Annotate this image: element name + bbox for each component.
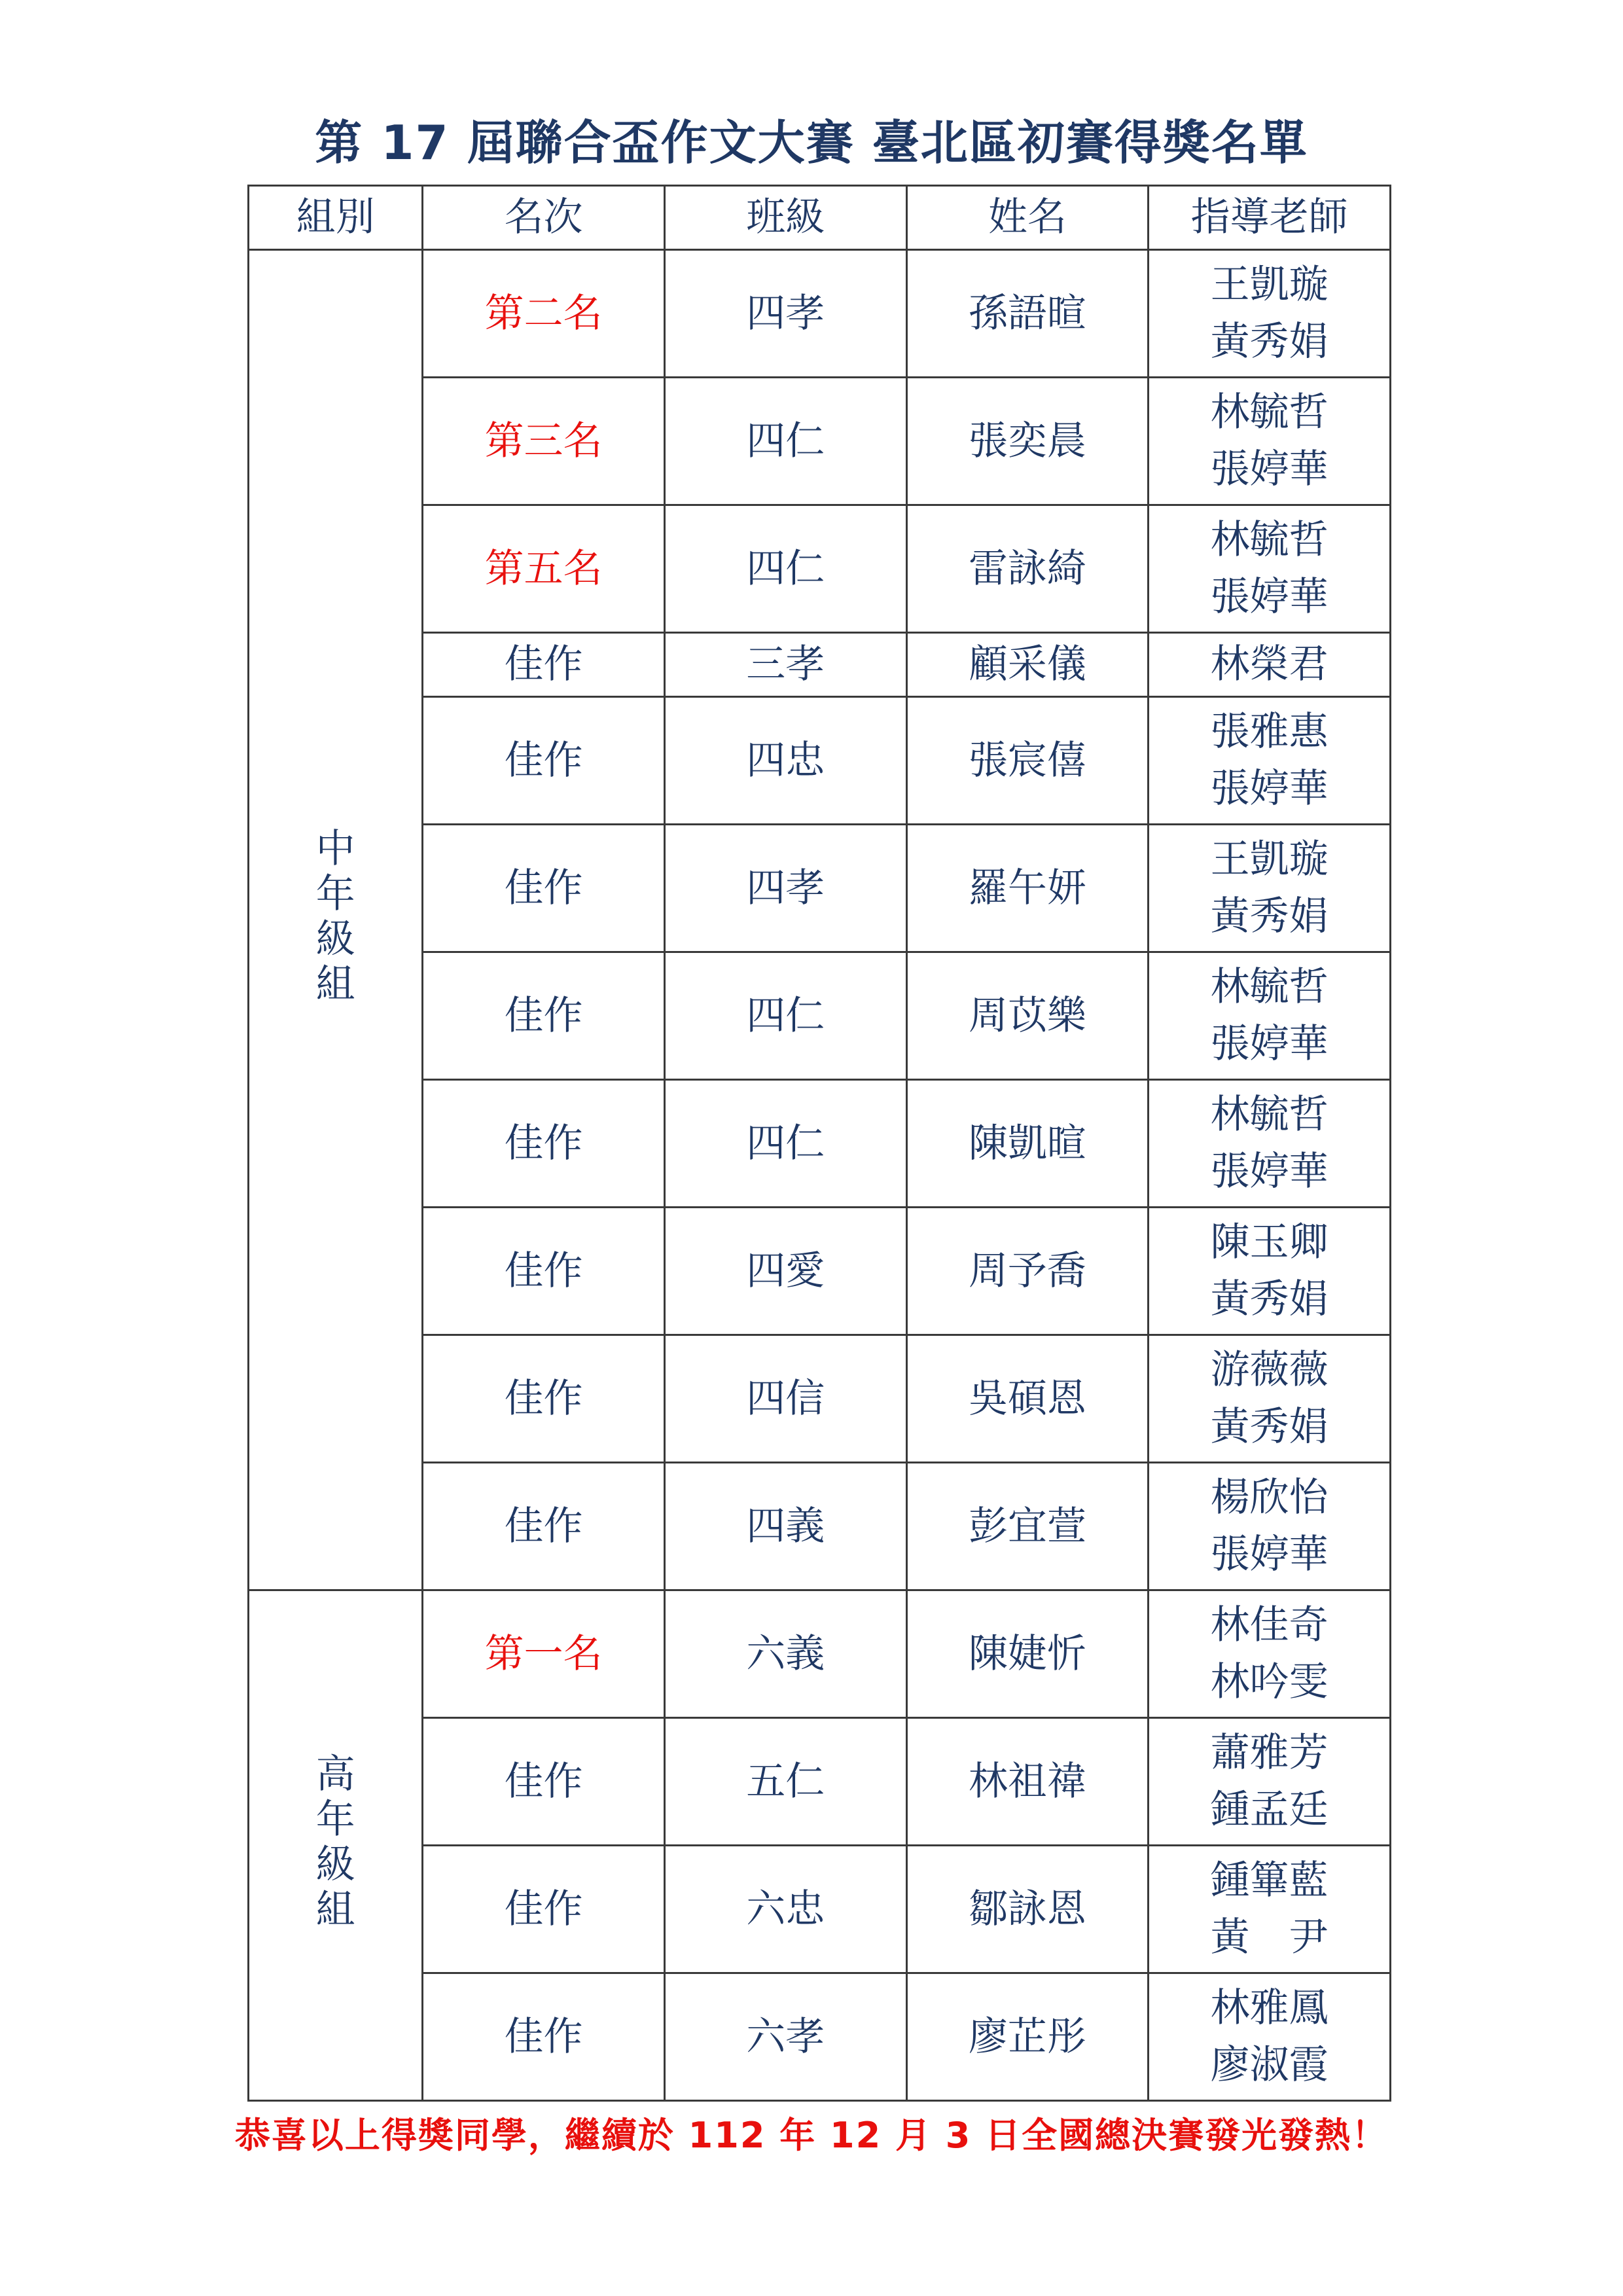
teacher-name: 林佳奇	[1210, 1602, 1329, 1648]
rank-cell: 佳作	[423, 1335, 665, 1463]
class-cell: 六孝	[664, 1973, 906, 2101]
table-row	[249, 1590, 1391, 1718]
header-rank: 名次	[423, 186, 665, 250]
teacher-name: 鍾孟廷	[1210, 1787, 1329, 1833]
student-name-cell: 彭宜萱	[906, 1463, 1149, 1590]
rank-cell: 佳作	[423, 1718, 665, 1846]
teacher-cell	[1149, 1463, 1391, 1590]
class-cell: 五仁	[664, 1718, 906, 1846]
rank-cell: 佳作	[423, 697, 665, 825]
teacher-name: 林毓哲	[1210, 1092, 1329, 1138]
student-name-cell: 羅午妍	[906, 825, 1149, 952]
page-title: 第 17 屆聯合盃作文大賽 臺北區初賽得獎名單	[315, 115, 1308, 170]
teacher-cell	[1149, 378, 1391, 505]
rank-cell: 佳作	[423, 1846, 665, 1973]
class-cell: 四孝	[664, 825, 906, 952]
student-name-cell: 鄒詠恩	[906, 1846, 1149, 1973]
teacher-name: 林榮君	[1210, 641, 1329, 687]
class-cell: 四孝	[664, 250, 906, 378]
class-cell: 四愛	[664, 1208, 906, 1335]
header-group: 組別	[249, 186, 423, 250]
teacher-cell	[1149, 250, 1391, 378]
teacher-cell	[1149, 1335, 1391, 1463]
group-cell	[249, 250, 423, 1590]
rank-cell: 佳作	[423, 1080, 665, 1208]
student-name-cell: 張奕晨	[906, 378, 1149, 505]
student-name-cell: 廖芷彤	[906, 1973, 1149, 2101]
teacher-name: 廖淑霞	[1210, 2042, 1329, 2088]
student-name-cell: 雷詠綺	[906, 505, 1149, 633]
class-cell: 四仁	[664, 378, 906, 505]
table-row	[249, 250, 1391, 378]
teacher-name: 林毓哲	[1210, 964, 1329, 1010]
teacher-name: 楊欣怡	[1210, 1475, 1329, 1520]
teacher-name: 蕭雅芳	[1210, 1730, 1329, 1776]
student-name-cell: 周予喬	[906, 1208, 1149, 1335]
teacher-cell	[1149, 1080, 1391, 1208]
teacher-name: 黃秀娟	[1210, 1404, 1329, 1450]
teacher-name: 王凱璇	[1210, 262, 1329, 308]
teacher-name: 王凱璇	[1210, 836, 1329, 882]
student-name-cell: 顧采儀	[906, 633, 1149, 697]
teacher-name: 陳玉卿	[1210, 1219, 1329, 1265]
teacher-name: 黃秀娟	[1210, 319, 1329, 365]
teacher-name: 張婷華	[1210, 1149, 1329, 1194]
teacher-cell	[1149, 825, 1391, 952]
teacher-name: 張婷華	[1210, 1532, 1329, 1577]
teacher-cell	[1149, 505, 1391, 633]
group-cell	[249, 1590, 423, 2101]
header-class: 班級	[664, 186, 906, 250]
teacher-name: 游薇薇	[1210, 1347, 1329, 1393]
teacher-name: 鍾篳藍	[1210, 1857, 1329, 1903]
student-name-cell: 孫語暄	[906, 250, 1149, 378]
student-name-cell: 張宸僖	[906, 697, 1149, 825]
class-cell: 四仁	[664, 952, 906, 1080]
class-cell: 四信	[664, 1335, 906, 1463]
teacher-cell	[1149, 952, 1391, 1080]
teacher-name: 黃秀娟	[1210, 893, 1329, 939]
teacher-cell	[1149, 1718, 1391, 1846]
teacher-name: 林吟雯	[1210, 1659, 1329, 1705]
teacher-name: 張雅惠	[1210, 709, 1329, 755]
teacher-name: 張婷華	[1210, 446, 1329, 492]
awards-table	[247, 185, 1391, 2102]
teacher-name: 黃秀娟	[1210, 1276, 1329, 1322]
student-name-cell: 陳凱暄	[906, 1080, 1149, 1208]
teacher-name: 林毓哲	[1210, 389, 1329, 435]
teacher-name: 林毓哲	[1210, 517, 1329, 563]
class-cell: 四仁	[664, 1080, 906, 1208]
class-cell: 四義	[664, 1463, 906, 1590]
header-name: 姓名	[906, 186, 1149, 250]
teacher-name: 張婷華	[1210, 1021, 1329, 1067]
group-label: 高年級組	[315, 1751, 355, 1933]
header-teacher: 指導老師	[1149, 186, 1391, 250]
table-header-row	[249, 186, 1391, 250]
teacher-name: 張婷華	[1210, 766, 1329, 812]
rank-cell: 第五名	[423, 505, 665, 633]
teacher-cell	[1149, 1590, 1391, 1718]
rank-cell: 佳作	[423, 1463, 665, 1590]
congratulations-note: 恭喜以上得獎同學，繼續於 112 年 12 月 3 日全國總決賽發光發熱！	[234, 2115, 1389, 2156]
group-label: 中年級組	[315, 826, 355, 1007]
class-cell: 三孝	[664, 633, 906, 697]
teacher-name: 張婷華	[1210, 574, 1329, 620]
rank-cell: 佳作	[423, 633, 665, 697]
rank-cell: 佳作	[423, 825, 665, 952]
rank-cell: 第三名	[423, 378, 665, 505]
class-cell: 四仁	[664, 505, 906, 633]
rank-cell: 佳作	[423, 952, 665, 1080]
teacher-cell	[1149, 697, 1391, 825]
teacher-name: 林雅鳳	[1210, 1985, 1329, 2031]
teacher-cell	[1149, 1208, 1391, 1335]
teacher-name: 黃 尹	[1210, 1914, 1329, 1960]
class-cell: 四忠	[664, 697, 906, 825]
teacher-cell	[1149, 633, 1391, 697]
student-name-cell: 吳碩恩	[906, 1335, 1149, 1463]
rank-cell: 佳作	[423, 1208, 665, 1335]
class-cell: 六忠	[664, 1846, 906, 1973]
rank-cell: 第二名	[423, 250, 665, 378]
teacher-cell	[1149, 1973, 1391, 2101]
student-name-cell: 周苡樂	[906, 952, 1149, 1080]
teacher-cell	[1149, 1846, 1391, 1973]
student-name-cell: 林祖禕	[906, 1718, 1149, 1846]
student-name-cell: 陳婕忻	[906, 1590, 1149, 1718]
rank-cell: 第一名	[423, 1590, 665, 1718]
rank-cell: 佳作	[423, 1973, 665, 2101]
class-cell: 六義	[664, 1590, 906, 1718]
